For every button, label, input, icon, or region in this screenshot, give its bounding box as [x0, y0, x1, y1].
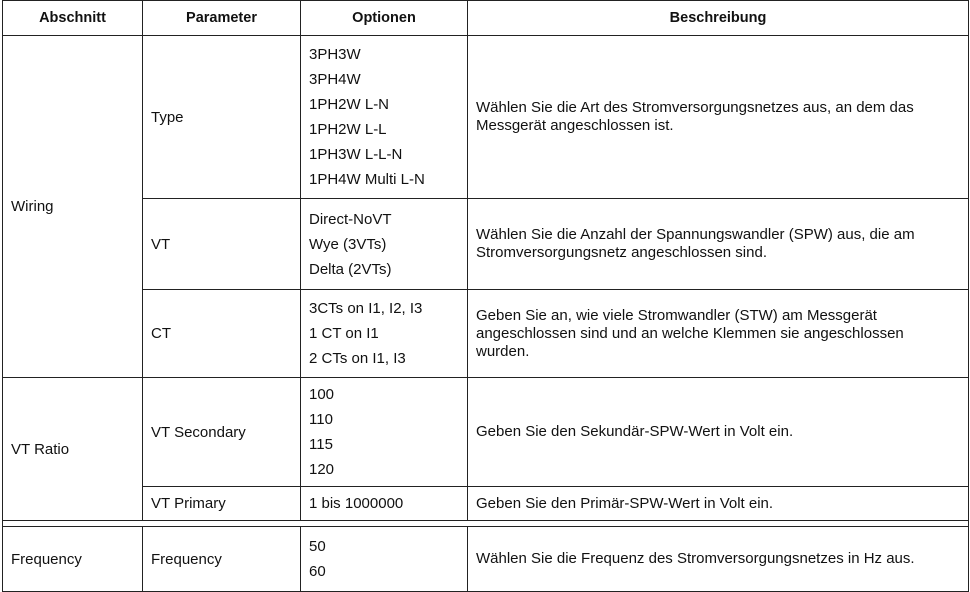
option-item: 3CTs on I1, I2, I3 — [309, 300, 423, 317]
param-frequency: Frequency — [143, 527, 301, 592]
option-item: 3PH3W — [309, 46, 361, 63]
option-item: 1PH4W Multi L-N — [309, 171, 425, 188]
option-item: Delta (2VTs) — [309, 260, 392, 278]
option-item: 1 CT on I1 — [309, 325, 379, 342]
option-item: Direct-NoVT — [309, 210, 392, 228]
option-item: Wye (3VTs) — [309, 235, 387, 253]
table-row — [3, 378, 969, 487]
option-item: 2 CTs on I1, I3 — [309, 350, 406, 367]
option-item: 3PH4W — [309, 71, 361, 88]
param-type: Type — [143, 36, 301, 199]
header-description: Beschreibung — [468, 1, 969, 36]
options-vt — [301, 199, 468, 290]
description-vt-secondary: Geben Sie den Sekundär-SPW-Wert in Volt ein. — [468, 378, 969, 487]
parameter-table — [2, 0, 969, 592]
param-vt-secondary: VT Secondary — [143, 378, 301, 487]
description-type: Wählen Sie die Art des Stromversorgungsnetzes aus, an dem das Messgerät angeschlossen ist. — [468, 36, 969, 199]
options-type — [301, 36, 468, 199]
table-row — [3, 199, 969, 290]
description-frequency: Wählen Sie die Frequenz des Stromversorgungsnetzes in Hz aus. — [468, 527, 969, 592]
section-wiring: Wiring — [3, 36, 143, 378]
section-vt-ratio: VT Ratio — [3, 378, 143, 521]
description-vt-primary: Geben Sie den Primär-SPW-Wert in Volt ein. — [468, 487, 969, 521]
param-vt-primary: VT Primary — [143, 487, 301, 521]
table-row — [3, 527, 969, 592]
options-frequency — [301, 527, 468, 592]
description-vt: Wählen Sie die Anzahl der Spannungswandler (SPW) aus, die am Stromversorgungsnetz angeschlossen sind. — [468, 199, 969, 290]
description-ct: Geben Sie an, wie viele Stromwandler (STW) am Messgerät angeschlossen sind und an welche Klemmen sie angeschlossen wurden. — [468, 290, 969, 378]
param-vt: VT — [143, 199, 301, 290]
section-frequency: Frequency — [3, 527, 143, 592]
param-ct: CT — [143, 290, 301, 378]
table-row — [3, 487, 969, 521]
table-row — [3, 36, 969, 199]
option-item: 110 — [309, 411, 333, 428]
header-parameter: Parameter — [143, 1, 301, 36]
table-row — [3, 290, 969, 378]
option-item: 115 — [309, 436, 333, 453]
option-item: 50 — [309, 538, 326, 555]
header-row — [3, 1, 969, 36]
option-item: 100 — [309, 386, 335, 403]
option-item: 1 bis 1000000 — [309, 495, 404, 512]
header-options: Optionen — [301, 1, 468, 36]
options-ct — [301, 290, 468, 378]
option-item: 60 — [309, 563, 326, 580]
option-item: 1PH2W L-N — [309, 96, 390, 113]
option-item: 120 — [309, 461, 335, 478]
option-item: 1PH2W L-L — [309, 121, 387, 138]
header-section: Abschnitt — [3, 1, 143, 36]
options-vt-primary — [301, 487, 468, 521]
option-item: 1PH3W L-L-N — [309, 146, 403, 163]
options-vt-secondary — [301, 378, 468, 487]
